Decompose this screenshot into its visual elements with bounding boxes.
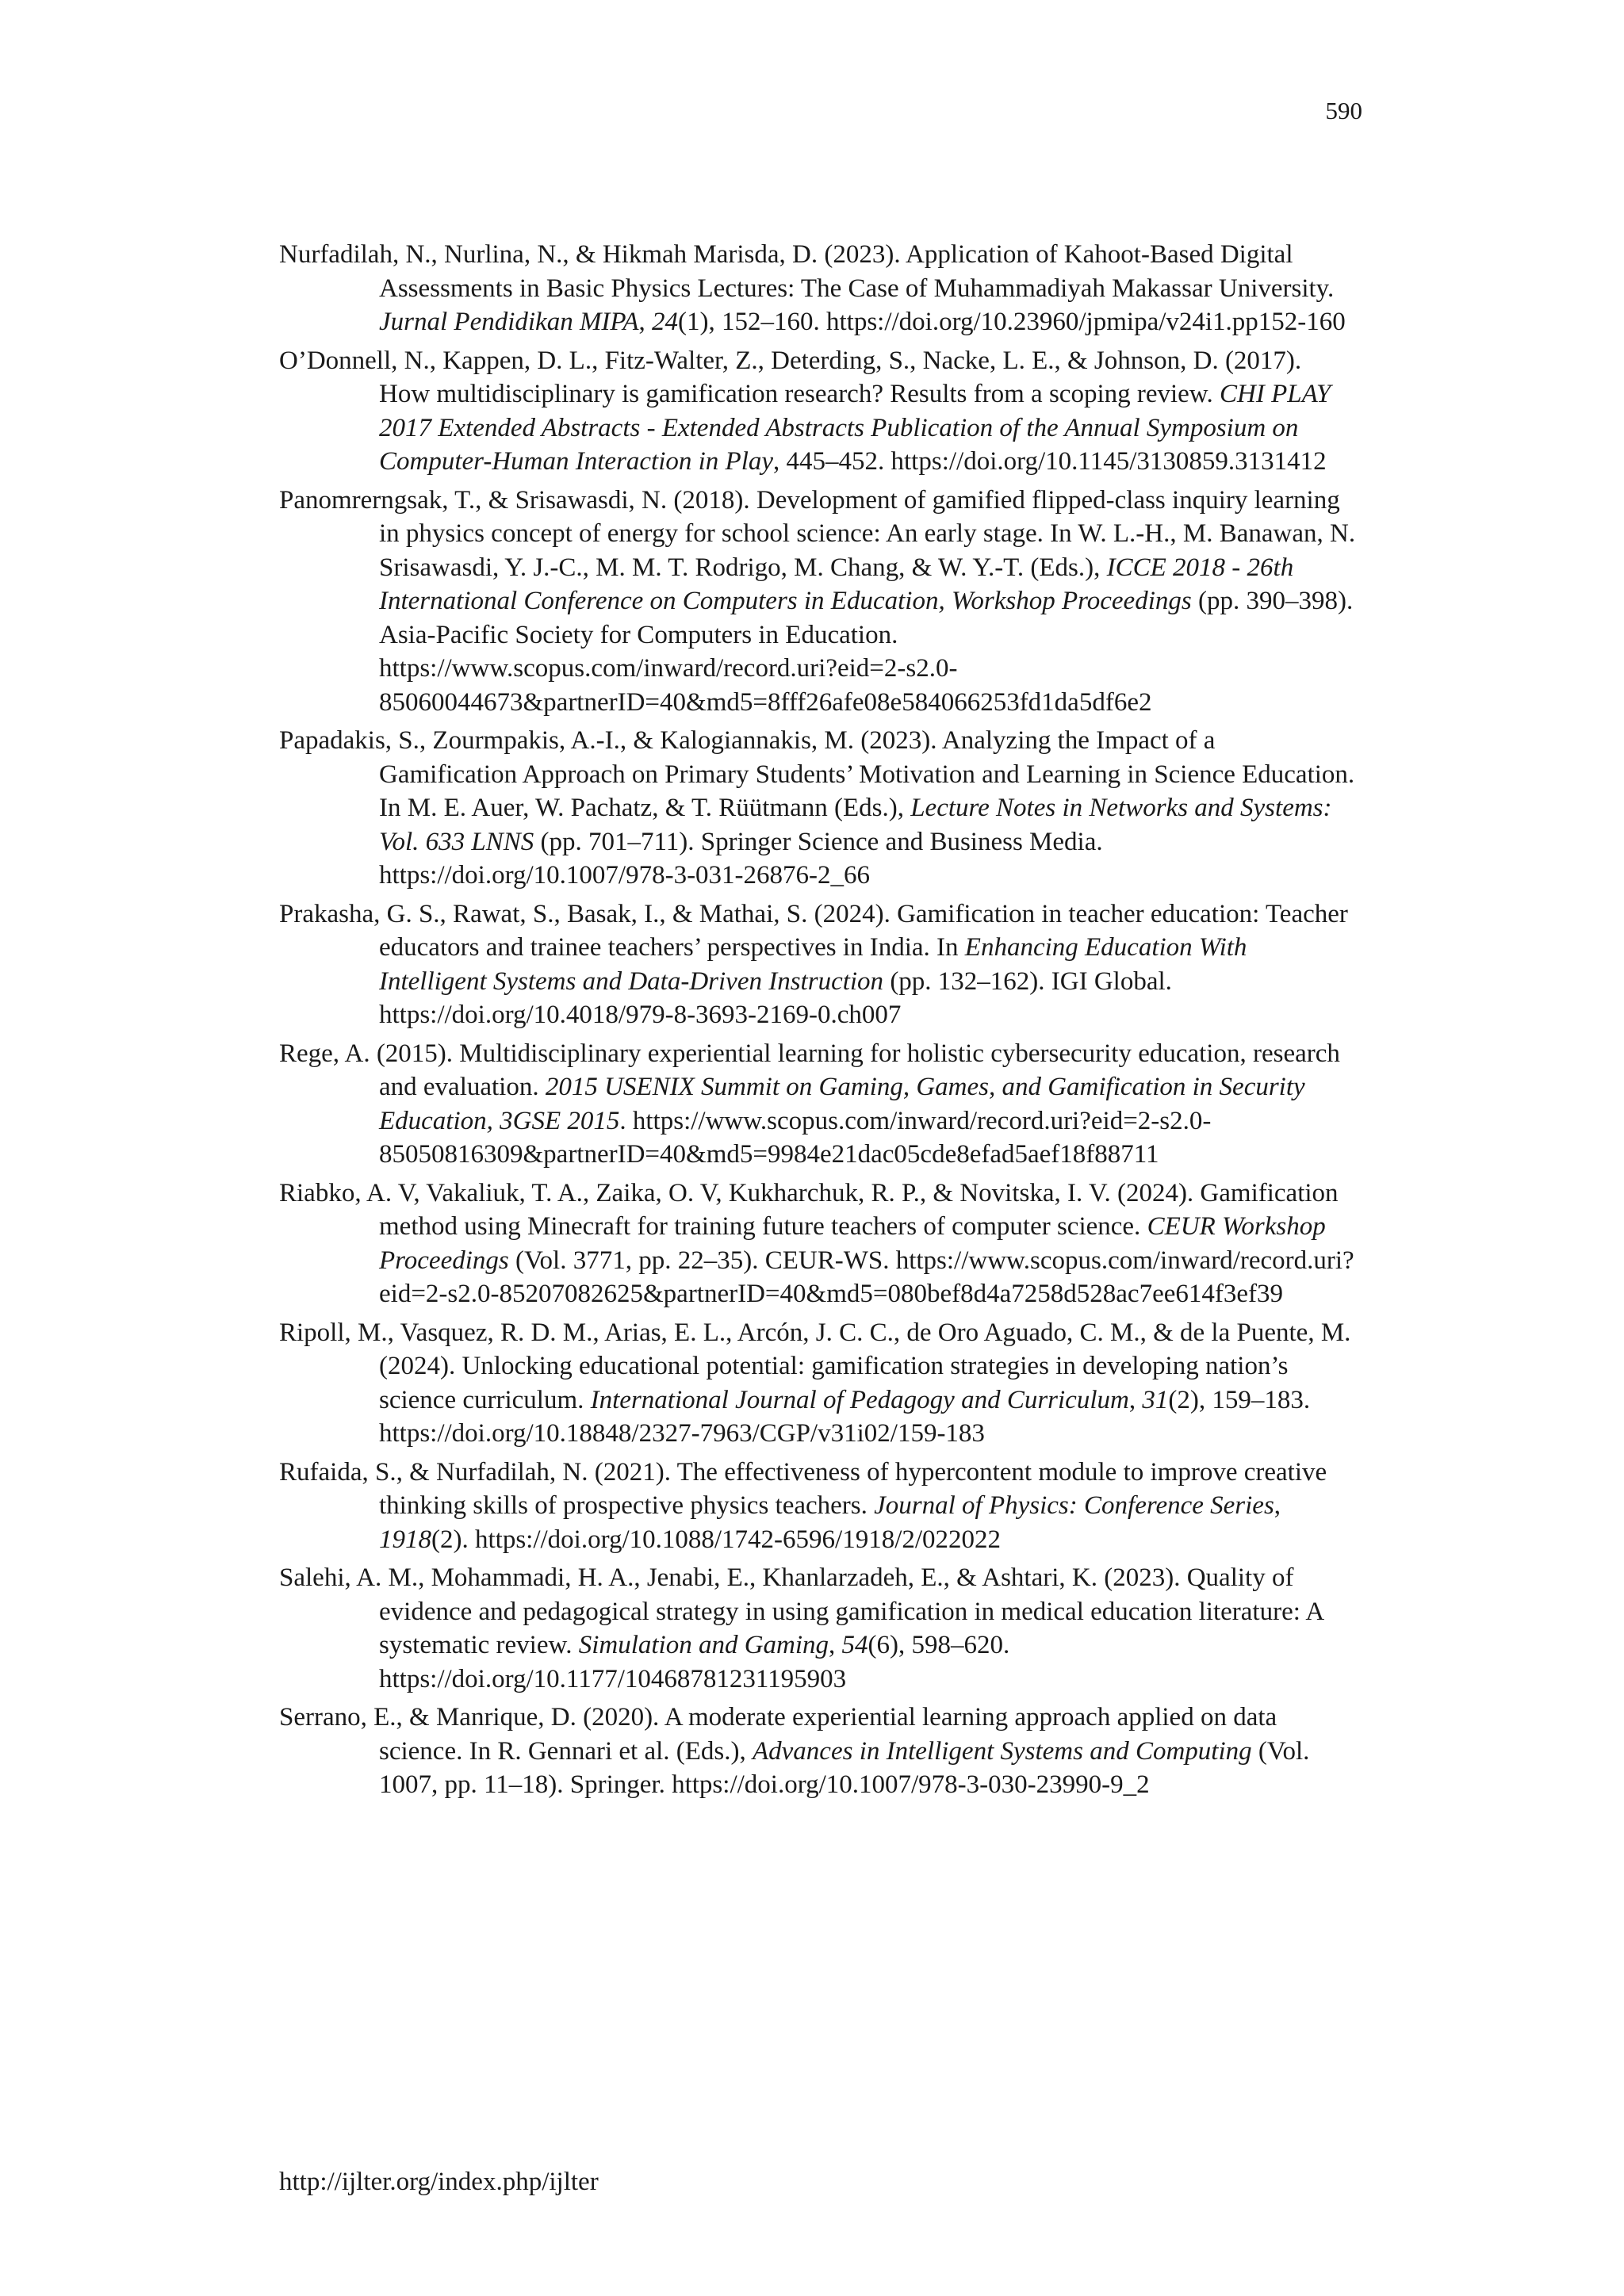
reference-details: (6), 598–620. https://doi.org/10.1177/10468781231195903: [379, 1631, 1010, 1693]
reference-text: Rege, A. (2015). Multidisciplinary experiential learning for holistic cybersecurity education, research and evaluation.: [279, 1039, 1340, 1101]
reference-source: Lecture Notes in Networks and Systems: Vol. 633 LNNS: [379, 794, 1332, 856]
reference-source: CEUR Workshop Proceedings: [379, 1212, 1326, 1275]
reference-entry: [279, 1316, 1358, 1451]
reference-text: Nurfadilah, N., Nurlina, N., & Hikmah Marisda, D. (2023). Application of Kahoot-Based Digital Assessments in Basic Physics Lectures: The Case of Muhammadiyah Makassar University.: [279, 240, 1335, 303]
reference-source: Journal of Physics: Conference Series: [874, 1491, 1274, 1520]
reference-details: , 445–452. https://doi.org/10.1145/3130859.3131412: [773, 447, 1327, 476]
reference-separator: ,: [1274, 1491, 1281, 1520]
reference-details: (2). https://doi.org/10.1088/1742-6596/1918/2/022022: [431, 1525, 1002, 1554]
reference-text: Prakasha, G. S., Rawat, S., Basak, I., & Mathai, S. (2024). Gamification in teacher education: Teacher educators and trainee teachers’ perspectives in India. In: [279, 899, 1348, 962]
reference-source: Simulation and Gaming: [578, 1631, 829, 1659]
reference-entry: [279, 484, 1358, 720]
reference-text: O’Donnell, N., Kappen, D. L., Fitz-Walter, Z., Deterding, S., Nacke, L. E., & Johnson, D. (2017). How multidisciplinary is gamification research? Results from a scoping review.: [279, 346, 1302, 408]
reference-entry: [279, 238, 1358, 339]
reference-text: Panomrerngsak, T., & Srisawasdi, N. (2018). Development of gamified flipped-class inquiry learning in physics concept of energy for school science: An early stage. In W. L.-H., M. Banawan, N. Srisawasdi, Y. J.-C., M. M. T. Rodrigo, M. Chang, & W. Y.-T. (Eds.),: [279, 485, 1356, 582]
reference-source: CHI PLAY 2017 Extended Abstracts - Extended Abstracts Publication of the Annual Symposium on Computer-Human Interaction in Play: [379, 380, 1331, 476]
reference-entry: [279, 1456, 1358, 1557]
reference-details: (pp. 132–162). IGI Global. https://doi.org/10.4018/979-8-3693-2169-0.ch007: [379, 966, 1172, 1029]
reference-details: (pp. 701–711). Springer Science and Business Media. https://doi.org/10.1007/978-3-031-26876-2_66: [379, 827, 1103, 890]
reference-details: (pp. 390–398). Asia-Pacific Society for Computers in Education. https://www.scopus.com/inward/record.uri?eid=2-s2.0-85060044673&partnerID=40&md5=8fff26afe08e584066253fd1da5df6e2: [379, 587, 1354, 717]
reference-separator: ,: [829, 1631, 842, 1659]
reference-volume: 24: [652, 308, 678, 336]
reference-details: (1), 152–160. https://doi.org/10.23960/jpmipa/v24i1.pp152-160: [678, 308, 1346, 336]
reference-separator: ,: [638, 308, 652, 336]
reference-entry: [279, 1561, 1358, 1696]
reference-entry: [279, 344, 1358, 479]
reference-source: Enhancing Education With Intelligent Systems and Data-Driven Instruction: [379, 933, 1247, 996]
reference-source: International Journal of Pedagogy and Curriculum: [590, 1385, 1129, 1414]
reference-text: Salehi, A. M., Mohammadi, H. A., Jenabi, E., Khanlarzadeh, E., & Ashtari, K. (2023). Quality of evidence and pedagogical strategy in using gamification in medical education literature: A systematic review.: [279, 1563, 1323, 1659]
reference-source: Advances in Intelligent Systems and Computing: [753, 1736, 1252, 1766]
reference-entry: [279, 1177, 1358, 1311]
reference-entry: [279, 724, 1358, 893]
reference-text: Papadakis, S., Zourmpakis, A.-I., & Kalogiannakis, M. (2023). Analyzing the Impact of a Gamification Approach on Primary Students’ Motivation and Learning in Science Education. In M. E. Auer, W. Pachatz, & T. Rüütmann (Eds.),: [279, 726, 1355, 822]
reference-entry: [279, 897, 1358, 1032]
page-number: 590: [1325, 97, 1362, 124]
reference-volume: 31: [1142, 1385, 1169, 1414]
reference-volume: 1918: [379, 1525, 431, 1554]
reference-text: Riabko, A. V, Vakaliuk, T. A., Zaika, O. V, Kukharchuk, R. P., & Novitska, I. V. (2024). Gamification method using Minecraft for training future teachers of computer science.: [279, 1178, 1339, 1241]
reference-text: Rufaida, S., & Nurfadilah, N. (2021). The effectiveness of hypercontent module to improve creative thinking skills of prospective physics teachers.: [279, 1457, 1327, 1520]
reference-entry: [279, 1037, 1358, 1172]
footer-url: http://ijlter.org/index.php/ijlter: [279, 2168, 599, 2196]
reference-entry: [279, 1701, 1358, 1802]
reference-volume: 54: [841, 1631, 868, 1659]
reference-details: (Vol. 1007, pp. 11–18). Springer. https://doi.org/10.1007/978-3-030-23990-9_2: [379, 1736, 1310, 1799]
reference-details: (Vol. 3771, pp. 22–35). CEUR-WS. https://www.scopus.com/inward/record.uri?eid=2-s2.0-85207082625&partnerID=40&md5=080bef8d4a7258d528ac7ee614f3ef39: [379, 1246, 1354, 1308]
reference-text: Ripoll, M., Vasquez, R. D. M., Arias, E. L., Arcón, J. C. C., de Oro Aguado, C. M., & de la Puente, M. (2024). Unlocking educational potential: gamification strategies in developing nation’s science curriculum.: [279, 1318, 1351, 1414]
reference-separator: ,: [1128, 1385, 1143, 1414]
reference-source: ICCE 2018 - 26th International Conference on Computers in Education, Workshop Proceedings: [379, 553, 1294, 615]
reference-source: Jurnal Pendidikan MIPA: [379, 308, 639, 336]
reference-source: 2015 USENIX Summit on Gaming, Games, and Gamification in Security Education, 3GSE 2015: [379, 1073, 1305, 1135]
reference-details: (2), 159–183. https://doi.org/10.18848/2327-7963/CGP/v31i02/159-183: [379, 1385, 1311, 1448]
reference-list: [279, 238, 1358, 1807]
reference-text: Serrano, E., & Manrique, D. (2020). A moderate experiential learning approach applied on data science. In R. Gennari et al. (Eds.),: [279, 1703, 1277, 1766]
reference-details: . https://www.scopus.com/inward/record.uri?eid=2-s2.0-85050816309&partnerID=40&md5=9984e21dac05cde8efad5aef18f88711: [379, 1106, 1212, 1169]
